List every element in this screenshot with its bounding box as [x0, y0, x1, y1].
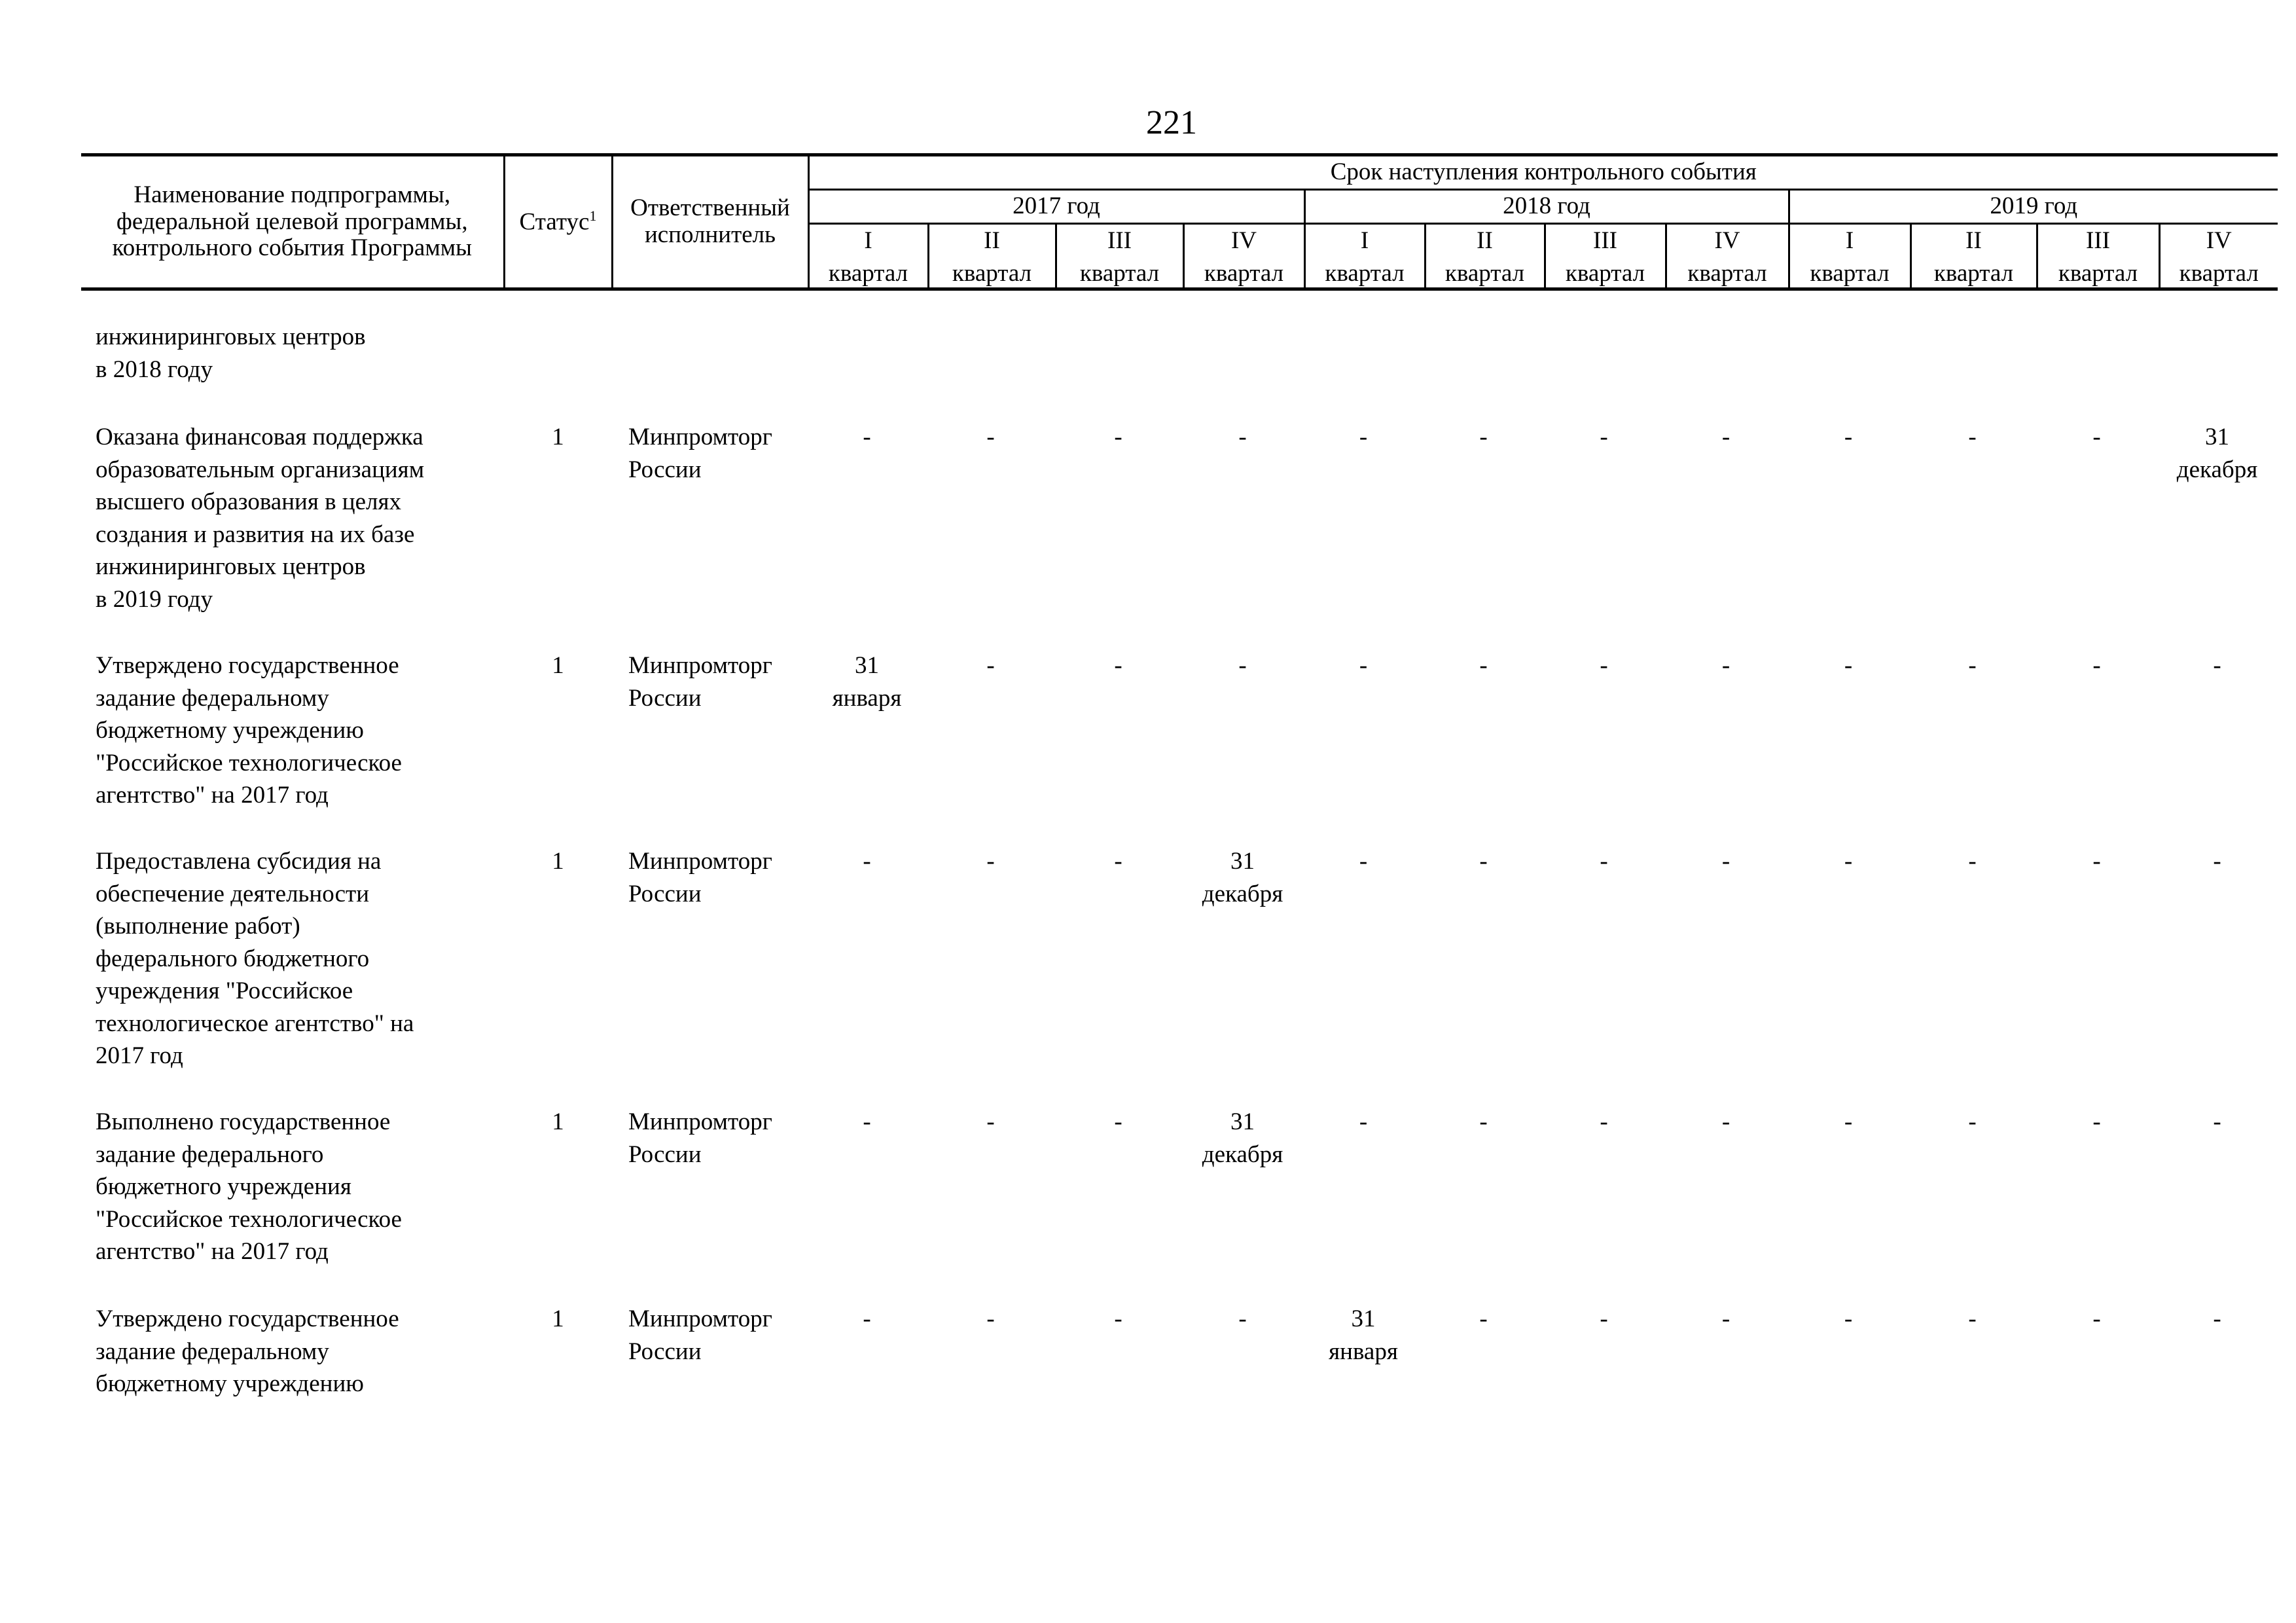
quarter-deadline: - — [986, 1305, 995, 1332]
header-quarter-number: IV — [1183, 224, 1304, 258]
header-quarter-number: III — [1545, 224, 1666, 258]
event-name-line: высшего образования в целях — [96, 488, 402, 515]
event-name-line: Оказана финансовая поддержка — [96, 424, 423, 450]
quarter-deadline: - — [2092, 848, 2101, 875]
event-name-line: Предоставлена субсидия на — [96, 848, 382, 875]
quarter-deadline: - — [1479, 1305, 1488, 1332]
header-year: 2017 год — [808, 190, 1304, 224]
quarter-deadline: - — [1114, 1305, 1122, 1332]
header-executor-column — [612, 155, 808, 289]
status-value: 1 — [552, 652, 564, 679]
quarter-deadline: - — [1600, 1305, 1608, 1332]
header-quarter-word: квартал — [1056, 258, 1183, 289]
quarter-deadline: - — [2213, 1108, 2221, 1135]
header-text: контрольного события Программы — [112, 234, 473, 262]
quarter-deadline: - — [2092, 1305, 2101, 1332]
executor — [628, 1106, 812, 1171]
event-name-line: задание федерального — [96, 1140, 324, 1168]
header-quarter-number: I — [808, 224, 928, 258]
quarter-deadline: - — [2092, 652, 2101, 679]
event-name-line: бюджетному учреждению — [96, 717, 364, 744]
event-name-line: инжиниринговых центров — [96, 553, 366, 580]
event-name-line: "Российское технологическое — [96, 749, 402, 776]
status-value: 1 — [552, 848, 564, 875]
quarter-deadline: - — [1600, 848, 1608, 875]
quarter-deadline: - — [986, 424, 995, 450]
event-name-line: технологическое агентство" на — [96, 1010, 414, 1037]
quarter-deadline: 31 декабря — [1202, 848, 1283, 907]
header-quarter-word: квартал — [928, 258, 1056, 289]
quarter-deadline: - — [2092, 1108, 2101, 1135]
status-value: 1 — [552, 424, 564, 450]
executor-line: России — [628, 1140, 702, 1168]
quarter-deadline: - — [1721, 652, 1731, 679]
event-name — [96, 845, 501, 1072]
event-name-line: федерального бюджетного — [96, 945, 370, 972]
quarter-deadline: - — [863, 848, 871, 875]
quarter-deadline: - — [1721, 848, 1731, 875]
header-year: 2018 год — [1304, 190, 1789, 224]
header-quarter-word: квартал — [1910, 258, 2037, 289]
header-year: 2019 год — [1789, 190, 2278, 224]
quarter-deadline: - — [863, 1108, 871, 1135]
quarter-deadline: - — [1844, 1108, 1853, 1135]
quarter-deadline: - — [1359, 1108, 1368, 1135]
event-name-line: образовательным организациям — [96, 456, 425, 483]
event-name-line: задание федеральному — [96, 684, 329, 712]
header-text: Ответственный — [630, 194, 790, 222]
event-name-line: Утверждено государственное — [96, 1305, 399, 1332]
quarter-deadline: - — [2213, 1305, 2221, 1332]
event-name-line: агентство" на 2017 год — [96, 782, 329, 809]
quarter-deadline: - — [1479, 848, 1488, 875]
header-text: Статус — [519, 208, 590, 236]
event-name-line: обеспечение деятельности — [96, 880, 370, 907]
header-quarter-number: I — [1304, 224, 1425, 258]
quarter-deadline: - — [1968, 1305, 1977, 1332]
quarter-deadline: - — [1114, 1108, 1122, 1135]
quarter-deadline: - — [1479, 652, 1488, 679]
quarter-deadline: - — [1844, 424, 1853, 450]
quarter-deadline: - — [1721, 1305, 1731, 1332]
quarter-deadline: - — [1968, 424, 1977, 450]
event-name-line: Выполнено государственное — [96, 1108, 391, 1135]
quarter-deadline: - — [1479, 1108, 1488, 1135]
quarter-deadline: 31 декабря — [2176, 424, 2258, 483]
event-name-line: "Российское технологическое — [96, 1205, 402, 1233]
event-name-line: инжиниринговых центров — [96, 323, 366, 350]
page-number: 221 — [1146, 104, 1197, 141]
event-name — [96, 421, 501, 615]
status-value: 1 — [552, 1305, 564, 1332]
executor-line: Минпромторг — [628, 1108, 772, 1135]
quarter-deadline: - — [2213, 652, 2221, 679]
executor — [628, 845, 812, 910]
quarter-deadline: - — [1238, 1305, 1247, 1332]
quarter-deadline: - — [1479, 424, 1488, 450]
executor — [628, 1303, 812, 1368]
event-name-line: (выполнение работ) — [96, 913, 300, 939]
quarter-deadline: - — [1114, 652, 1122, 679]
header-quarter-word: квартал — [1425, 258, 1545, 289]
quarter-deadline: - — [2213, 848, 2221, 875]
quarter-deadline: - — [1721, 1108, 1731, 1135]
executor-line: Минпромторг — [628, 848, 772, 875]
quarter-deadline: - — [1600, 1108, 1608, 1135]
header-quarter-word: квартал — [808, 258, 928, 289]
footnote-mark: 1 — [589, 207, 597, 224]
header-quarter-number: II — [1910, 224, 2037, 258]
executor-line: России — [628, 456, 702, 483]
table-header — [81, 153, 2278, 291]
executor-line: России — [628, 880, 702, 907]
header-text: исполнитель — [644, 221, 776, 248]
executor — [628, 421, 812, 486]
event-name — [96, 1303, 501, 1400]
header-deadline-group: Срок наступления контрольного события — [808, 155, 2278, 190]
header-quarter-word: квартал — [2159, 258, 2278, 289]
event-name-line: бюджетного учреждения — [96, 1173, 351, 1200]
quarter-deadline: - — [1968, 652, 1977, 679]
executor — [628, 649, 812, 714]
header-quarter-number: III — [2037, 224, 2159, 258]
status-value: 1 — [552, 1108, 564, 1135]
quarter-deadline: - — [1359, 848, 1368, 875]
quarter-deadline: - — [986, 848, 995, 875]
quarter-deadline: - — [986, 1108, 995, 1135]
quarter-deadline: - — [863, 424, 871, 450]
quarter-deadline: - — [1600, 424, 1608, 450]
header-name-column — [81, 155, 504, 289]
quarter-deadline: - — [1114, 848, 1122, 875]
event-name — [96, 321, 501, 386]
header-quarter-word: квартал — [1545, 258, 1666, 289]
header-quarter-word: квартал — [2037, 258, 2159, 289]
header-quarter-number: IV — [2159, 224, 2278, 258]
quarter-deadline: - — [1238, 652, 1247, 679]
header-quarter-number: IV — [1666, 224, 1789, 258]
quarter-deadline: - — [1359, 652, 1368, 679]
quarter-deadline: - — [1968, 1108, 1977, 1135]
event-name-line: бюджетному учреждению — [96, 1370, 364, 1397]
quarter-deadline: - — [1844, 652, 1853, 679]
quarter-deadline: - — [1844, 1305, 1853, 1332]
event-name-line: учреждения "Российское — [96, 977, 353, 1004]
header-text: федеральной целевой программы, — [116, 208, 468, 235]
header-quarter-word: квартал — [1304, 258, 1425, 289]
header-quarter-word: квартал — [1789, 258, 1910, 289]
header-quarter-word: квартал — [1666, 258, 1789, 289]
event-name — [96, 649, 501, 812]
quarter-deadline: - — [863, 1305, 871, 1332]
header-quarter-number: II — [1425, 224, 1545, 258]
quarter-deadline: 31 января — [1329, 1305, 1398, 1365]
event-name-line: 2017 год — [96, 1042, 183, 1069]
quarter-deadline: - — [1238, 424, 1247, 450]
event-name-line: Утверждено государственное — [96, 652, 399, 679]
event-name-line: агентство" на 2017 год — [96, 1238, 329, 1265]
event-name — [96, 1106, 501, 1268]
quarter-deadline: - — [986, 652, 995, 679]
quarter-deadline: - — [1844, 848, 1853, 875]
header-quarter-word: квартал — [1183, 258, 1304, 289]
quarter-deadline: - — [1721, 424, 1731, 450]
quarter-deadline: 31 января — [832, 652, 902, 712]
quarter-deadline: - — [1359, 424, 1368, 450]
executor-line: России — [628, 684, 702, 712]
quarter-deadline: - — [2092, 424, 2101, 450]
header-status-column — [504, 155, 612, 289]
event-name-line: в 2019 году — [96, 585, 213, 613]
quarter-deadline: - — [1114, 424, 1122, 450]
executor-line: Минпромторг — [628, 1305, 772, 1332]
event-name-line: задание федеральному — [96, 1338, 329, 1365]
header-quarter-number: II — [928, 224, 1056, 258]
event-name-line: создания и развития на их базе — [96, 520, 415, 548]
executor-line: России — [628, 1338, 702, 1365]
quarter-deadline: - — [1968, 848, 1977, 875]
event-name-line: в 2018 году — [96, 356, 213, 383]
header-quarter-number: III — [1056, 224, 1183, 258]
header-text: Наименование подпрограммы, — [134, 181, 451, 208]
executor-line: Минпромторг — [628, 424, 772, 450]
executor-line: Минпромторг — [628, 652, 772, 679]
quarter-deadline: - — [1600, 652, 1608, 679]
quarter-deadline: 31 декабря — [1202, 1108, 1283, 1168]
header-quarter-number: I — [1789, 224, 1910, 258]
